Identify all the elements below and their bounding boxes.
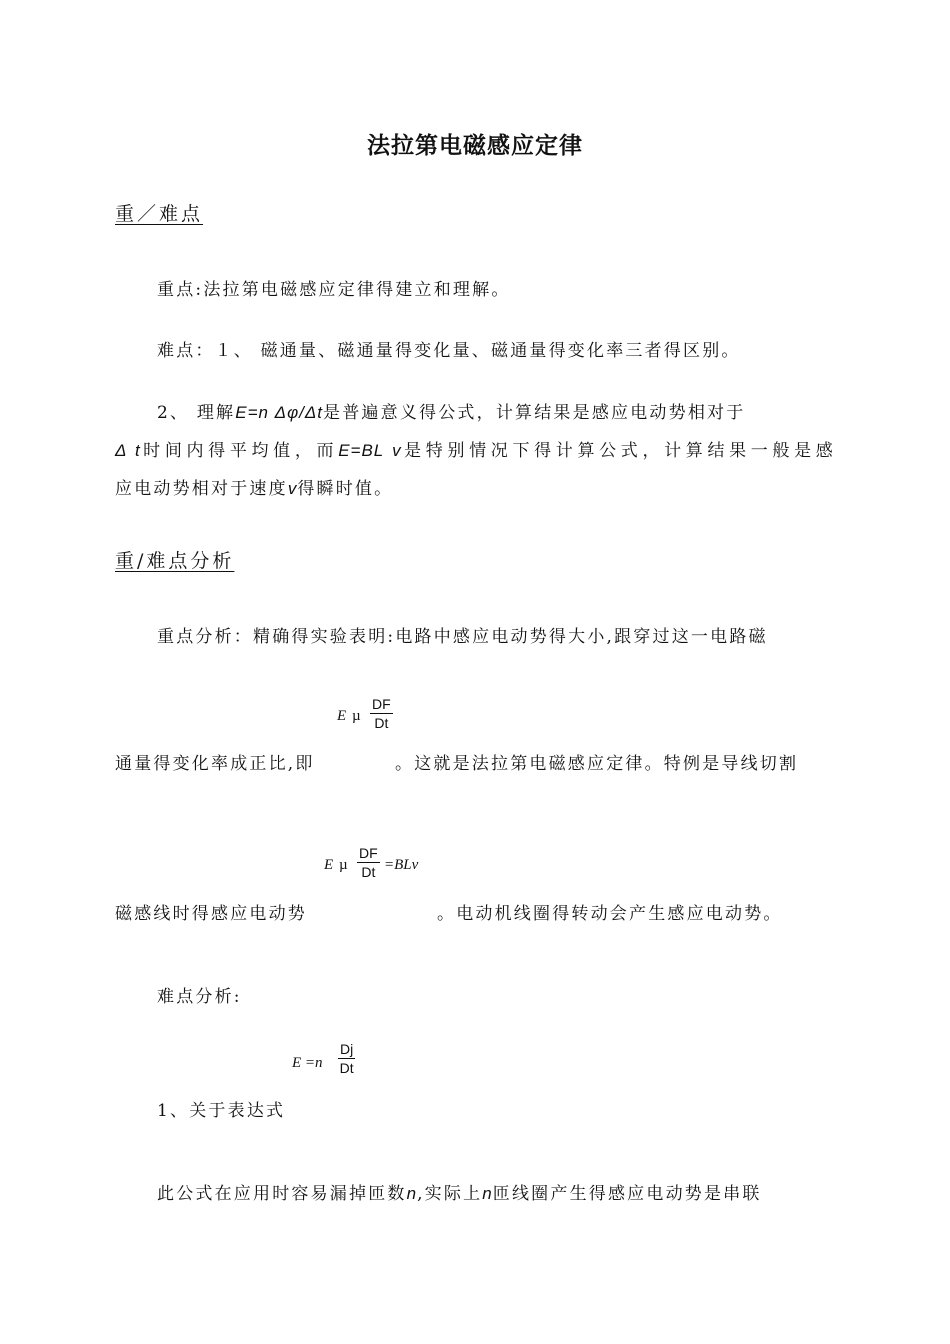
difficulty-text: 难点：１、 磁通量、磁通量得变化量、磁通量得变化率三者得区别。 [157, 341, 741, 361]
last-line-start: 此公式在应用时容易漏掉匝数 [157, 1184, 407, 1204]
eq3-denominator: Dt [339, 1060, 354, 1076]
analysis-line2-end: 。这就是法拉第电磁感应定律。特例是导线切割 [395, 754, 799, 774]
eq2-fraction [357, 845, 380, 881]
difficulty-analysis-label: 难点分析: [157, 987, 242, 1007]
analysis-line2-start: 通量得变化率成正比,即 [115, 754, 315, 774]
eq1-lhs: E [337, 708, 347, 724]
item2-line2-mid: 时间内得平均值，而 [140, 441, 339, 461]
velocity-symbol: v [287, 479, 298, 498]
item2-mid: 是普遍意义得公式，计算结果是感应电动势相对于 [323, 403, 746, 423]
eq3-fraction [338, 1041, 355, 1077]
formula-special: E=BL v [338, 441, 402, 460]
turns-n-1: n [406, 1184, 418, 1203]
turns-n-2: n [482, 1184, 493, 1203]
last-line-mid: ,实际上 [417, 1184, 483, 1204]
eq1-fraction [370, 696, 393, 732]
emf-line-end: 。电动机线圈得转动会产生感应电动势。 [437, 904, 783, 924]
page-title: 法拉第电磁感应定律 [367, 133, 583, 159]
formula-general: E=n Δφ/Δt [235, 403, 324, 422]
section-heading-analysis: 重/难点分析 [115, 550, 235, 572]
item2-line2-end: 是特别情况下得计算公式，计算结果一般是感 [401, 441, 835, 461]
eq3-numerator: Dj [340, 1041, 354, 1057]
eq2-rhs: =BLv [384, 857, 419, 873]
delta-t: Δ t [115, 441, 141, 460]
eq2-relation: µ [339, 857, 348, 873]
key-point-text: 重点:法拉第电磁感应定律得建立和理解。 [157, 280, 511, 300]
eq3-lhs: E =n [292, 1055, 323, 1071]
emf-line-start: 磁感线时得感应电动势 [115, 904, 307, 924]
item2-line3-end: 得瞬时值。 [297, 479, 394, 499]
last-line-end: 匝线圈产生得感应电动势是串联 [492, 1184, 762, 1204]
analysis-line1: 重点分析：精确得实验表明:电路中感应电动势得大小,跟穿过这一电路磁 [157, 627, 768, 647]
item1-label: 1、关于表达式 [157, 1101, 286, 1121]
item2-line2 [115, 436, 835, 461]
item2-prefix: 2、 理解 [157, 403, 236, 423]
eq2-numerator: DF [359, 845, 378, 861]
item2-line3-start: 应电动势相对于速度 [115, 479, 288, 499]
item2-line3 [115, 474, 393, 499]
item2-line1 [157, 398, 745, 423]
eq1-relation: µ [352, 708, 361, 724]
last-line [157, 1179, 762, 1204]
eq2-denominator: Dt [361, 864, 376, 880]
eq1-denominator: Dt [374, 715, 389, 731]
eq1-numerator: DF [372, 696, 391, 712]
section-heading-key-points: 重／难点 [115, 203, 204, 225]
eq2-lhs: E [324, 857, 334, 873]
